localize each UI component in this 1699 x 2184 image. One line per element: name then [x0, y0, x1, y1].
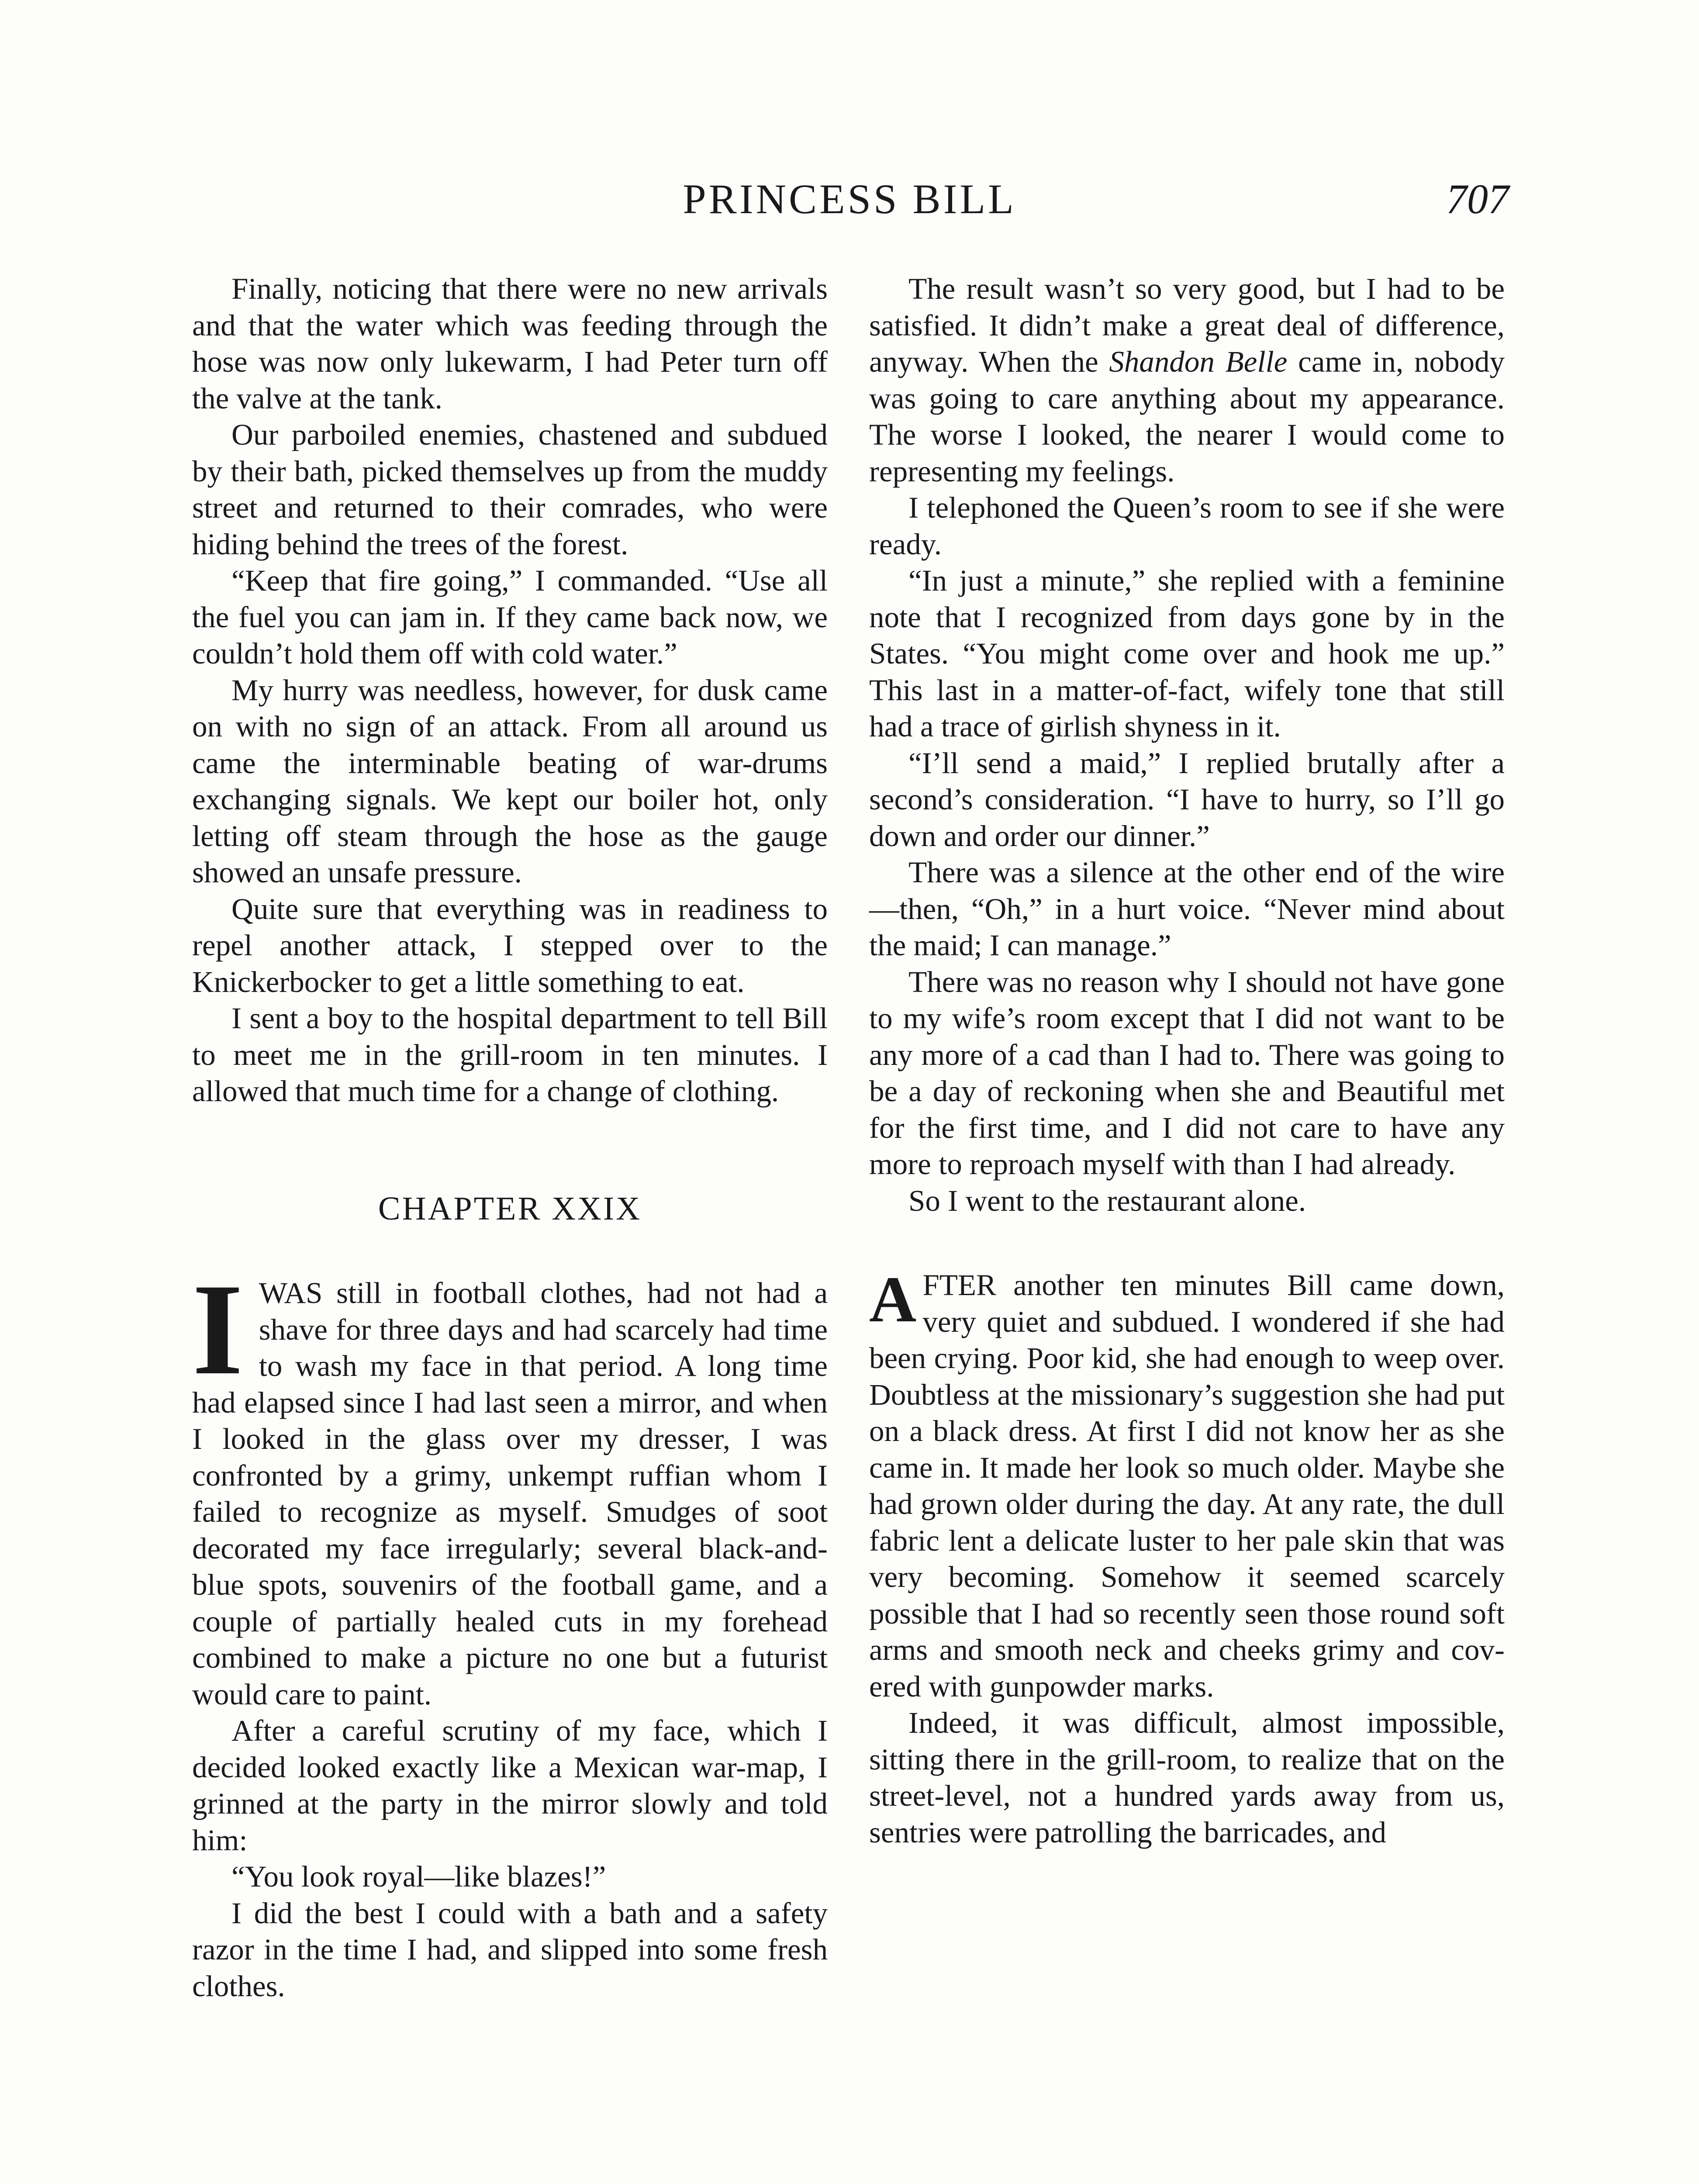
section-opening-paragraph [869, 1263, 1505, 1705]
paragraph: After a careful scrutiny of my face, which I decided looked exactly like a Mexican war-map, I grinned at the party in the mirror slowly and told him: [192, 1714, 828, 1857]
paragraph: My hurry was needless, however, for dusk came on with no sign of an attack. From all around us came the interminable beating of war-drums exchanging signals. We kept our boiler hot, only letting off steam through the hose as the gauge showed an unsafe pressure. [192, 673, 828, 889]
chapter-opening-text: WAS still in football clothes, had not had a shave for three days and had scarcely had time to wash my face in that period. A long time had elapsed since I had last seen a mirror, and when I looked in the glass over my dresser, I was confronted by a grimy, unkempt ruffian whom I failed to recognize as myself. Smudges of soot decorated my face irregularly; several black-and-blue spots, souvenirs of the football game, and a couple of partially healed cuts in my forehead combined to make a picture no one but a futurist would care to paint. [192, 1276, 828, 1711]
paragraph [869, 271, 1505, 490]
paragraph: Quite sure that everything was in readiness to repel another attack, I stepped over to the Knickerbocker to get a little something to eat. [192, 892, 828, 999]
paragraph: Finally, noticing that there were no new arrivals and that the water which was feeding through the hose was now only lukewarm, I had Peter turn off the valve at the tank. [192, 272, 828, 415]
paragraph: Indeed, it was difficult, almost impossible, sitting there in the grill-room, to realize that on the street-level, not a hundred yards away from us, sentries were patrolling the barricades, and [869, 1706, 1505, 1849]
paragraph: I telephoned the Queen’s room to see if she were ready. [869, 491, 1505, 561]
paragraph: There was no reason why I should not have gone to my wife’s room except that I did not want to be any more of a cad than I had to. There was going to be a day of reckoning when she and Beautiful met for the first time, and I did not care to have any more to reproach myself with than I had already. [869, 965, 1505, 1181]
paragraph: I did the best I could with a bath and a safety razor in the time I had, and slipped into some fresh clothes. [192, 1896, 828, 2003]
chapter-opening-paragraph [192, 1257, 828, 1713]
drop-cap: A [869, 1263, 917, 1336]
chapter-heading: CHAPTER XXIX [378, 1190, 642, 1227]
paragraph: There was a silence at the other end of the wire—then, “Oh,” in a hurt voice. “Never mind about the maid; I can manage.” [869, 856, 1505, 962]
paragraph: So I went to the restaurant alone. [908, 1184, 1306, 1217]
section-break [869, 1219, 1505, 1267]
paragraph: Our parboiled enemies, chastened and subdued by their bath, picked themselves up from the muddy street and returned to their comrades, who were hiding behind the trees of the forest. [192, 418, 828, 561]
right-column [869, 271, 1505, 1851]
section-opening-text: FTER another ten minutes Bill came down, very quiet and subdued. I wondered if she had been crying. Poor kid, she had enough to weep over. Doubtless at the missionary’s suggestion she had put on a black dress. At first I did not know her as she came in. It made her look so much older. Maybe she had grown older during the day. At any rate, the dull fabric lent a delicate luster to her pale skin that was very becoming. Somehow it seemed scarcely possible that I had so recently seen those round soft arms and smooth neck and cheeks grimy and covered with gunpowder marks. [869, 1268, 1505, 1703]
paragraph: “Keep that fire going,” I commanded. “Use all the fuel you can jam in. If they came back now, we couldn’t hold them off with cold water.” [192, 564, 828, 670]
page-number: 707 [1446, 176, 1509, 222]
paragraph: “You look royal—like blazes!” [231, 1860, 606, 1893]
paragraph: “In just a minute,” she replied with a feminine note that I recognized from days gone by in the States. “You might come over and hook me up.” This last in a matter-of-fact, wifely tone that still had a trace of girlish shyness in it. [869, 564, 1505, 743]
left-column [192, 271, 828, 2004]
running-title: PRINCESS BILL [683, 176, 1016, 222]
paragraph: “I’ll send a maid,” I replied brutally after a second’s consideration. “I have to hurry, so I’ll go down and order our dinner.” [869, 746, 1505, 853]
paragraph-text: The result wasn’t so very good, but I had to be satisfied. It didn’t make a great deal of difference, anyway. When the [869, 272, 1505, 378]
ship-name: Shandon Belle [1109, 345, 1288, 378]
paragraph-text: came in, nobody was going to care anything about my appearance. The worse I looked, the nearer I would come to representing my feelings. [869, 345, 1505, 488]
drop-cap: I [192, 1257, 243, 1402]
paragraph: I sent a boy to the hospital department to tell Bill to meet me in the grill-room in ten minutes. I allowed that much time for a change of clothing. [192, 1002, 828, 1108]
